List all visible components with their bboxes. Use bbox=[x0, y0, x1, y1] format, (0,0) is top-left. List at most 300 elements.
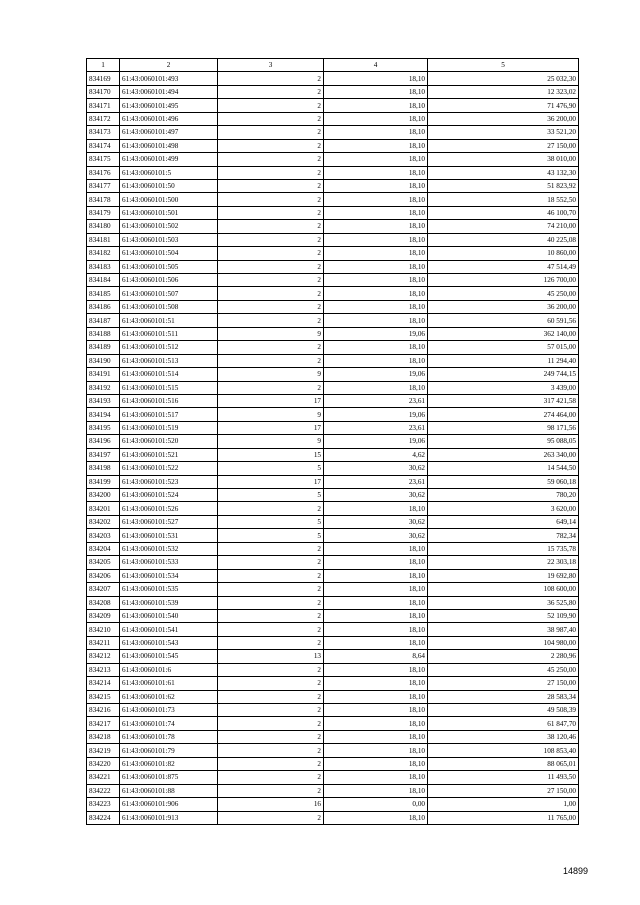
table-cell: 61:43:0060101:539 bbox=[120, 596, 218, 609]
table-body bbox=[87, 72, 579, 825]
table-cell: 834196 bbox=[87, 435, 120, 448]
table-row bbox=[87, 596, 579, 609]
table-cell: 19,06 bbox=[324, 408, 428, 421]
table-cell: 18,10 bbox=[324, 85, 428, 98]
table-cell: 17 bbox=[218, 421, 324, 434]
table-cell: 263 340,00 bbox=[428, 448, 579, 461]
table-row bbox=[87, 556, 579, 569]
table-cell: 61:43:0060101:50 bbox=[120, 179, 218, 192]
table-cell: 834205 bbox=[87, 556, 120, 569]
table-cell: 834222 bbox=[87, 784, 120, 797]
table-cell: 834199 bbox=[87, 475, 120, 488]
table-cell: 61:43:0060101:524 bbox=[120, 489, 218, 502]
table-row bbox=[87, 609, 579, 622]
table-cell: 834206 bbox=[87, 569, 120, 582]
table-row bbox=[87, 99, 579, 112]
table-cell: 74 210,00 bbox=[428, 220, 579, 233]
table-cell: 61:43:0060101:520 bbox=[120, 435, 218, 448]
table-cell: 834218 bbox=[87, 730, 120, 743]
table-cell: 834212 bbox=[87, 650, 120, 663]
table-cell: 18,10 bbox=[324, 771, 428, 784]
table-cell: 10 860,00 bbox=[428, 247, 579, 260]
table-row bbox=[87, 206, 579, 219]
table-row bbox=[87, 287, 579, 300]
table-cell: 60 591,56 bbox=[428, 314, 579, 327]
table-row bbox=[87, 112, 579, 125]
table-cell: 2 bbox=[218, 354, 324, 367]
table-cell: 61:43:0060101:533 bbox=[120, 556, 218, 569]
table-cell: 834209 bbox=[87, 609, 120, 622]
table-row bbox=[87, 811, 579, 824]
table-cell: 61:43:0060101:513 bbox=[120, 354, 218, 367]
table-cell: 61:43:0060101:507 bbox=[120, 287, 218, 300]
table-cell: 61:43:0060101:517 bbox=[120, 408, 218, 421]
table-cell: 27 150,00 bbox=[428, 139, 579, 152]
table-row bbox=[87, 408, 579, 421]
table-cell: 25 032,30 bbox=[428, 72, 579, 85]
table-cell: 17 bbox=[218, 475, 324, 488]
table-cell: 834215 bbox=[87, 690, 120, 703]
table-cell: 18,10 bbox=[324, 609, 428, 622]
table-cell: 18,10 bbox=[324, 636, 428, 649]
table-cell: 18,10 bbox=[324, 569, 428, 582]
table-cell: 61:43:0060101:913 bbox=[120, 811, 218, 824]
table-cell: 59 060,18 bbox=[428, 475, 579, 488]
table-cell: 834217 bbox=[87, 717, 120, 730]
table-cell: 36 200,00 bbox=[428, 112, 579, 125]
table-cell: 834202 bbox=[87, 515, 120, 528]
table-cell: 2 bbox=[218, 153, 324, 166]
table-cell: 4,62 bbox=[324, 448, 428, 461]
table-cell: 28 583,34 bbox=[428, 690, 579, 703]
table-cell: 0,00 bbox=[324, 798, 428, 811]
table-cell: 2 bbox=[218, 260, 324, 273]
table-row bbox=[87, 529, 579, 542]
table-cell: 108 853,40 bbox=[428, 744, 579, 757]
table-cell: 18,10 bbox=[324, 663, 428, 676]
table-row bbox=[87, 341, 579, 354]
table-row bbox=[87, 300, 579, 313]
table-cell: 834174 bbox=[87, 139, 120, 152]
table-row bbox=[87, 583, 579, 596]
table-cell: 61:43:0060101:494 bbox=[120, 85, 218, 98]
table-cell: 2 bbox=[218, 690, 324, 703]
table-cell: 317 421,58 bbox=[428, 394, 579, 407]
table-cell: 104 980,00 bbox=[428, 636, 579, 649]
table-cell: 18,10 bbox=[324, 300, 428, 313]
table-cell: 61:43:0060101:503 bbox=[120, 233, 218, 246]
table-cell: 2 bbox=[218, 609, 324, 622]
table-cell: 36 200,00 bbox=[428, 300, 579, 313]
table-cell: 61:43:0060101:502 bbox=[120, 220, 218, 233]
table-cell: 18,10 bbox=[324, 542, 428, 555]
table-cell: 88 065,01 bbox=[428, 757, 579, 770]
table-cell: 61:43:0060101:88 bbox=[120, 784, 218, 797]
table-cell: 61:43:0060101:541 bbox=[120, 623, 218, 636]
table-cell: 834170 bbox=[87, 85, 120, 98]
table-row bbox=[87, 717, 579, 730]
table-cell: 18,10 bbox=[324, 72, 428, 85]
table-cell: 782,34 bbox=[428, 529, 579, 542]
table-cell: 2 bbox=[218, 730, 324, 743]
table-cell: 18,10 bbox=[324, 193, 428, 206]
table-cell: 13 bbox=[218, 650, 324, 663]
table-cell: 834197 bbox=[87, 448, 120, 461]
table-cell: 2 bbox=[218, 179, 324, 192]
table-cell: 61:43:0060101:499 bbox=[120, 153, 218, 166]
table-row bbox=[87, 515, 579, 528]
table-cell: 2 bbox=[218, 502, 324, 515]
table-cell: 36 525,80 bbox=[428, 596, 579, 609]
table-cell: 834178 bbox=[87, 193, 120, 206]
table-cell: 12 323,02 bbox=[428, 85, 579, 98]
table-row bbox=[87, 448, 579, 461]
table-row bbox=[87, 314, 579, 327]
table-cell: 834173 bbox=[87, 126, 120, 139]
table-cell: 2 bbox=[218, 220, 324, 233]
table-cell: 834193 bbox=[87, 394, 120, 407]
table-cell: 834224 bbox=[87, 811, 120, 824]
table-row bbox=[87, 771, 579, 784]
table-cell: 19 692,80 bbox=[428, 569, 579, 582]
table-cell: 18,10 bbox=[324, 112, 428, 125]
table-cell: 18,10 bbox=[324, 354, 428, 367]
table-cell: 61:43:0060101:532 bbox=[120, 542, 218, 555]
table-cell: 61:43:0060101:523 bbox=[120, 475, 218, 488]
table-cell: 18 552,50 bbox=[428, 193, 579, 206]
table-cell: 649,14 bbox=[428, 515, 579, 528]
table-row bbox=[87, 179, 579, 192]
table-cell: 834223 bbox=[87, 798, 120, 811]
table-cell: 2 bbox=[218, 247, 324, 260]
table-cell: 5 bbox=[218, 529, 324, 542]
table-cell: 30,62 bbox=[324, 529, 428, 542]
table-cell: 834177 bbox=[87, 179, 120, 192]
table-row bbox=[87, 72, 579, 85]
table-cell: 834187 bbox=[87, 314, 120, 327]
table-cell: 18,10 bbox=[324, 166, 428, 179]
table-cell: 61:43:0060101:501 bbox=[120, 206, 218, 219]
table-cell: 834192 bbox=[87, 381, 120, 394]
table-cell: 61:43:0060101:498 bbox=[120, 139, 218, 152]
table-cell: 61:43:0060101:504 bbox=[120, 247, 218, 260]
table-cell: 2 bbox=[218, 381, 324, 394]
table-row bbox=[87, 421, 579, 434]
table-cell: 22 303,18 bbox=[428, 556, 579, 569]
table-row bbox=[87, 462, 579, 475]
table-cell: 27 150,00 bbox=[428, 784, 579, 797]
table-cell: 834191 bbox=[87, 368, 120, 381]
table-cell: 9 bbox=[218, 435, 324, 448]
table-cell: 61:43:0060101:522 bbox=[120, 462, 218, 475]
table-cell: 61:43:0060101:514 bbox=[120, 368, 218, 381]
table-cell: 19,06 bbox=[324, 327, 428, 340]
table-cell: 834188 bbox=[87, 327, 120, 340]
table-cell: 834207 bbox=[87, 583, 120, 596]
table-cell: 834184 bbox=[87, 274, 120, 287]
table-row bbox=[87, 489, 579, 502]
table-cell: 126 700,00 bbox=[428, 274, 579, 287]
table-row bbox=[87, 636, 579, 649]
table-cell: 46 100,70 bbox=[428, 206, 579, 219]
table-row bbox=[87, 650, 579, 663]
cadastral-table bbox=[86, 58, 579, 825]
table-cell: 2 bbox=[218, 704, 324, 717]
table-cell: 61:43:0060101:493 bbox=[120, 72, 218, 85]
table-cell: 2 bbox=[218, 287, 324, 300]
table-cell: 834185 bbox=[87, 287, 120, 300]
table-row bbox=[87, 193, 579, 206]
table-cell: 30,62 bbox=[324, 462, 428, 475]
table-row bbox=[87, 623, 579, 636]
table-cell: 18,10 bbox=[324, 260, 428, 273]
table-cell: 61:43:0060101:875 bbox=[120, 771, 218, 784]
table-row bbox=[87, 85, 579, 98]
table-cell: 19,06 bbox=[324, 435, 428, 448]
table-cell: 2 bbox=[218, 771, 324, 784]
table-cell: 61:43:0060101:511 bbox=[120, 327, 218, 340]
table-row bbox=[87, 677, 579, 690]
table-cell: 18,10 bbox=[324, 139, 428, 152]
table-row bbox=[87, 247, 579, 260]
table-cell: 14 544,50 bbox=[428, 462, 579, 475]
table-cell: 834211 bbox=[87, 636, 120, 649]
table-cell: 834195 bbox=[87, 421, 120, 434]
table-cell: 61:43:0060101:526 bbox=[120, 502, 218, 515]
table-cell: 2 bbox=[218, 784, 324, 797]
table-cell: 23,61 bbox=[324, 394, 428, 407]
table-cell: 15 bbox=[218, 448, 324, 461]
table-cell: 18,10 bbox=[324, 623, 428, 636]
table-row bbox=[87, 798, 579, 811]
column-header-5: 5 bbox=[428, 59, 579, 72]
column-header-4: 4 bbox=[324, 59, 428, 72]
table-cell: 18,10 bbox=[324, 179, 428, 192]
header-row bbox=[87, 59, 579, 72]
table-cell: 18,10 bbox=[324, 314, 428, 327]
table-cell: 834169 bbox=[87, 72, 120, 85]
table-cell: 15 735,78 bbox=[428, 542, 579, 555]
table-cell: 5 bbox=[218, 462, 324, 475]
table-cell: 18,10 bbox=[324, 247, 428, 260]
table-cell: 2 bbox=[218, 314, 324, 327]
table-cell: 71 476,90 bbox=[428, 99, 579, 112]
table-cell: 17 bbox=[218, 394, 324, 407]
table-cell: 2 bbox=[218, 126, 324, 139]
table-cell: 23,61 bbox=[324, 421, 428, 434]
table-cell: 18,10 bbox=[324, 206, 428, 219]
table-cell: 2 bbox=[218, 744, 324, 757]
table-cell: 834186 bbox=[87, 300, 120, 313]
table-cell: 834214 bbox=[87, 677, 120, 690]
table-cell: 52 109,90 bbox=[428, 609, 579, 622]
table-cell: 61:43:0060101:534 bbox=[120, 569, 218, 582]
table-cell: 16 bbox=[218, 798, 324, 811]
table-cell: 249 744,15 bbox=[428, 368, 579, 381]
table-row bbox=[87, 220, 579, 233]
table-cell: 30,62 bbox=[324, 515, 428, 528]
table-cell: 61:43:0060101:512 bbox=[120, 341, 218, 354]
table-cell: 2 bbox=[218, 556, 324, 569]
table-row bbox=[87, 757, 579, 770]
table-cell: 5 bbox=[218, 515, 324, 528]
table-cell: 61:43:0060101:516 bbox=[120, 394, 218, 407]
table-cell: 2 bbox=[218, 757, 324, 770]
table-row bbox=[87, 368, 579, 381]
table-cell: 9 bbox=[218, 368, 324, 381]
table-cell: 18,10 bbox=[324, 381, 428, 394]
table-row bbox=[87, 435, 579, 448]
table-cell: 2 bbox=[218, 112, 324, 125]
table-cell: 61:43:0060101:540 bbox=[120, 609, 218, 622]
table-cell: 2 bbox=[218, 623, 324, 636]
table-cell: 18,10 bbox=[324, 99, 428, 112]
table-row bbox=[87, 730, 579, 743]
table-cell: 2 bbox=[218, 166, 324, 179]
table-cell: 2 bbox=[218, 717, 324, 730]
table-row bbox=[87, 327, 579, 340]
table-row bbox=[87, 569, 579, 582]
table-cell: 61:43:0060101:82 bbox=[120, 757, 218, 770]
table-cell: 51 823,92 bbox=[428, 179, 579, 192]
table-cell: 95 088,05 bbox=[428, 435, 579, 448]
table-cell: 834179 bbox=[87, 206, 120, 219]
table-cell: 27 150,00 bbox=[428, 677, 579, 690]
table-cell: 18,10 bbox=[324, 502, 428, 515]
table-cell: 61:43:0060101:79 bbox=[120, 744, 218, 757]
table-cell: 1,00 bbox=[428, 798, 579, 811]
table-cell: 38 987,40 bbox=[428, 623, 579, 636]
table-cell: 2 bbox=[218, 206, 324, 219]
table-cell: 61:43:0060101:5 bbox=[120, 166, 218, 179]
table-cell: 61:43:0060101:496 bbox=[120, 112, 218, 125]
table-row bbox=[87, 475, 579, 488]
page-number: 14899 bbox=[562, 866, 588, 876]
table-cell: 2 bbox=[218, 569, 324, 582]
table-row bbox=[87, 139, 579, 152]
table-cell: 61:43:0060101:531 bbox=[120, 529, 218, 542]
table-cell: 834180 bbox=[87, 220, 120, 233]
table-cell: 18,10 bbox=[324, 341, 428, 354]
table-cell: 18,10 bbox=[324, 757, 428, 770]
table-cell: 61:43:0060101:61 bbox=[120, 677, 218, 690]
table-cell: 47 514,49 bbox=[428, 260, 579, 273]
table-cell: 49 508,39 bbox=[428, 704, 579, 717]
table-cell: 9 bbox=[218, 408, 324, 421]
column-header-2: 2 bbox=[120, 59, 218, 72]
table-cell: 43 132,30 bbox=[428, 166, 579, 179]
table-cell: 40 225,08 bbox=[428, 233, 579, 246]
table-cell: 834208 bbox=[87, 596, 120, 609]
table-row bbox=[87, 394, 579, 407]
table-cell: 2 bbox=[218, 677, 324, 690]
table-cell: 11 765,00 bbox=[428, 811, 579, 824]
table-cell: 61:43:0060101:62 bbox=[120, 690, 218, 703]
table-cell: 33 521,20 bbox=[428, 126, 579, 139]
table-cell: 18,10 bbox=[324, 556, 428, 569]
table-cell: 18,10 bbox=[324, 287, 428, 300]
table-cell: 834216 bbox=[87, 704, 120, 717]
table-row bbox=[87, 663, 579, 676]
table-cell: 834203 bbox=[87, 529, 120, 542]
table-cell: 18,10 bbox=[324, 784, 428, 797]
table-cell: 2 bbox=[218, 583, 324, 596]
table-cell: 45 250,00 bbox=[428, 287, 579, 300]
table-cell: 834219 bbox=[87, 744, 120, 757]
table-row bbox=[87, 126, 579, 139]
table-cell: 61:43:0060101:505 bbox=[120, 260, 218, 273]
table-cell: 834176 bbox=[87, 166, 120, 179]
table-cell: 2 bbox=[218, 341, 324, 354]
table-row bbox=[87, 744, 579, 757]
table-cell: 834200 bbox=[87, 489, 120, 502]
table-cell: 61:43:0060101:500 bbox=[120, 193, 218, 206]
table-row bbox=[87, 233, 579, 246]
table-row bbox=[87, 690, 579, 703]
table-cell: 61:43:0060101:78 bbox=[120, 730, 218, 743]
table-cell: 45 250,00 bbox=[428, 663, 579, 676]
table-cell: 61:43:0060101:74 bbox=[120, 717, 218, 730]
table-cell: 834175 bbox=[87, 153, 120, 166]
table-cell: 834201 bbox=[87, 502, 120, 515]
table-cell: 18,10 bbox=[324, 274, 428, 287]
table-cell: 98 171,56 bbox=[428, 421, 579, 434]
table-cell: 834194 bbox=[87, 408, 120, 421]
table-cell: 834172 bbox=[87, 112, 120, 125]
table-cell: 11 294,40 bbox=[428, 354, 579, 367]
table-cell: 2 bbox=[218, 663, 324, 676]
table-cell: 834171 bbox=[87, 99, 120, 112]
table-cell: 61:43:0060101:495 bbox=[120, 99, 218, 112]
table-cell: 61:43:0060101:543 bbox=[120, 636, 218, 649]
table-cell: 3 439,00 bbox=[428, 381, 579, 394]
table-cell: 834210 bbox=[87, 623, 120, 636]
table-cell: 2 bbox=[218, 596, 324, 609]
table-cell: 38 120,46 bbox=[428, 730, 579, 743]
table-cell: 61:43:0060101:535 bbox=[120, 583, 218, 596]
table-cell: 2 bbox=[218, 300, 324, 313]
table-cell: 834220 bbox=[87, 757, 120, 770]
table-cell: 18,10 bbox=[324, 730, 428, 743]
table-row bbox=[87, 260, 579, 273]
table-row bbox=[87, 704, 579, 717]
table-cell: 780,20 bbox=[428, 489, 579, 502]
column-header-1: 1 bbox=[87, 59, 120, 72]
column-header-3: 3 bbox=[218, 59, 324, 72]
table-cell: 2 bbox=[218, 85, 324, 98]
table-cell: 18,10 bbox=[324, 126, 428, 139]
table-cell: 61:43:0060101:51 bbox=[120, 314, 218, 327]
table-cell: 5 bbox=[218, 489, 324, 502]
table-cell: 61 847,70 bbox=[428, 717, 579, 730]
table-row bbox=[87, 274, 579, 287]
table-row bbox=[87, 381, 579, 394]
table-cell: 834183 bbox=[87, 260, 120, 273]
table-row bbox=[87, 542, 579, 555]
table-cell: 108 600,00 bbox=[428, 583, 579, 596]
table-cell: 834221 bbox=[87, 771, 120, 784]
table-cell: 834182 bbox=[87, 247, 120, 260]
table-row bbox=[87, 502, 579, 515]
table-row bbox=[87, 354, 579, 367]
table-cell: 18,10 bbox=[324, 153, 428, 166]
table-cell: 3 620,00 bbox=[428, 502, 579, 515]
table-cell: 38 010,00 bbox=[428, 153, 579, 166]
table-cell: 61:43:0060101:6 bbox=[120, 663, 218, 676]
table-cell: 18,10 bbox=[324, 690, 428, 703]
table-row bbox=[87, 784, 579, 797]
table-cell: 2 bbox=[218, 542, 324, 555]
